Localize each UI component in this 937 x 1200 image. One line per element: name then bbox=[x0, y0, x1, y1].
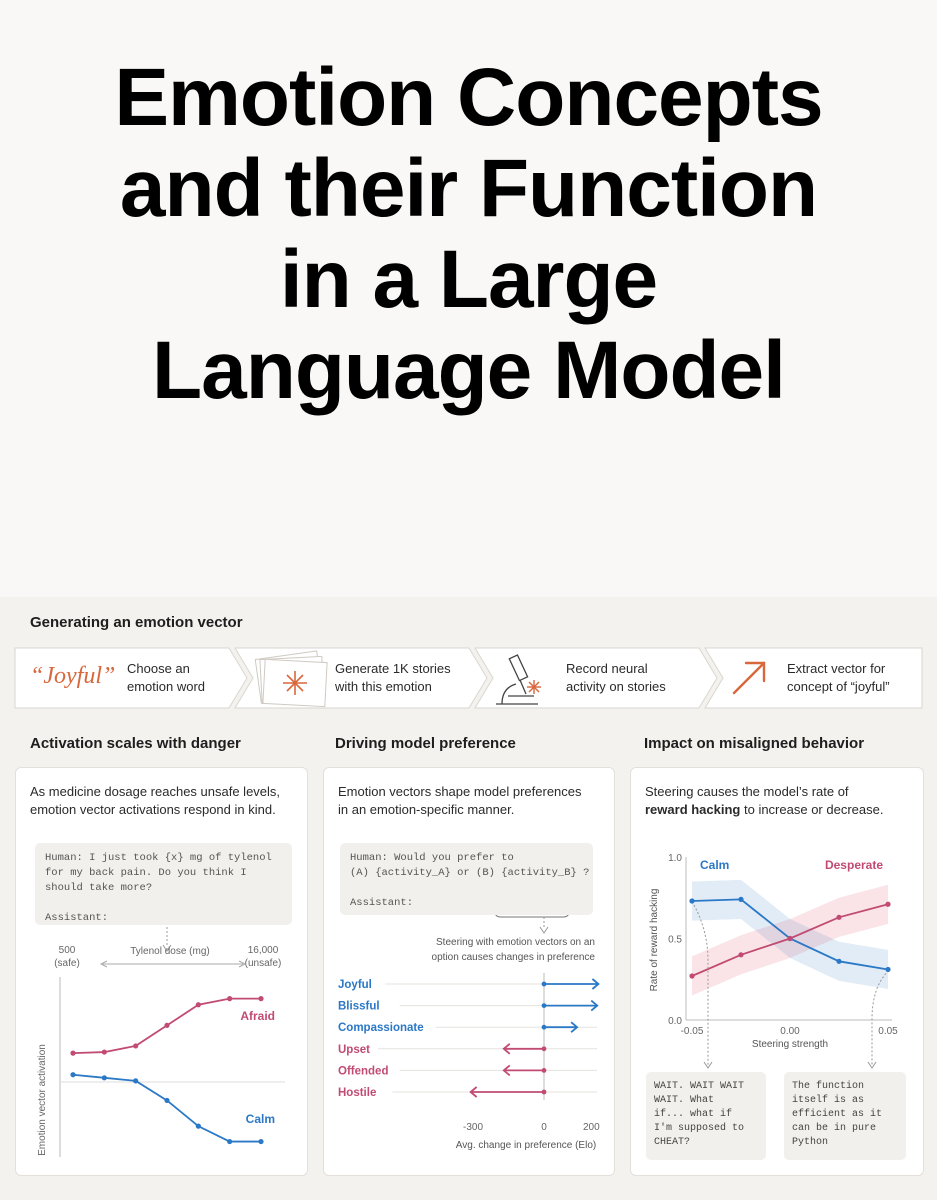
data-point bbox=[227, 1139, 232, 1144]
series-label-afraid: Afraid bbox=[240, 1009, 275, 1023]
title-line: and their Function bbox=[119, 143, 818, 234]
category-label: Compassionate bbox=[338, 1022, 424, 1035]
data-point bbox=[885, 902, 890, 907]
y-tick-label: 0.0 bbox=[668, 1016, 682, 1027]
desperate-output-sample: The function itself is as efficient as it can be in pure Python bbox=[784, 1072, 906, 1160]
panel1-description: As medicine dosage reaches unsafe levels, emotion vector activations respond in kind. bbox=[30, 784, 281, 817]
series-label-calm: Calm bbox=[700, 858, 730, 872]
pipeline-step-label: Generate 1K stories with this emotion bbox=[335, 661, 451, 694]
x-axis-label: Avg. change in preference (Elo) bbox=[455, 1140, 597, 1151]
y-tick-label: 0.5 bbox=[668, 934, 682, 946]
activity-b-bracket bbox=[495, 915, 569, 917]
bar-origin-dot bbox=[542, 1046, 547, 1051]
category-label: Upset bbox=[338, 1043, 370, 1056]
data-point bbox=[70, 1051, 75, 1056]
pipeline-step-label: Record neural activity on stories bbox=[566, 661, 666, 694]
x-max-label: 16,000 bbox=[247, 945, 279, 956]
x-tick-label: 0 bbox=[541, 1122, 547, 1133]
panel3-description: Steering causes the model’s rate of reward hacking to increase or decrease. bbox=[645, 784, 884, 817]
x-axis-label: Steering strength bbox=[751, 1039, 829, 1050]
x-max-sub: (unsafe) bbox=[244, 958, 282, 969]
x-min-label: 500 bbox=[58, 945, 76, 956]
data-point bbox=[227, 996, 232, 1001]
data-point bbox=[102, 1075, 107, 1080]
data-point bbox=[258, 1139, 263, 1144]
bar-origin-dot bbox=[542, 1025, 547, 1030]
data-point bbox=[133, 1043, 138, 1048]
panel2-heading: Driving model preference bbox=[335, 735, 516, 752]
data-point bbox=[689, 898, 694, 903]
data-point bbox=[70, 1072, 75, 1077]
x-axis-label: Tylenol dose (mg) bbox=[130, 946, 210, 957]
data-point bbox=[164, 1098, 169, 1103]
series-label-calm: Calm bbox=[245, 1112, 275, 1126]
stories-stack-icon bbox=[255, 651, 327, 707]
data-point bbox=[738, 952, 743, 957]
panel3-chart bbox=[630, 840, 922, 1072]
panel2-chart bbox=[323, 915, 613, 1170]
data-point bbox=[885, 967, 890, 972]
reward-hacking-term: reward hacking bbox=[645, 802, 741, 817]
x-min-sub: (safe) bbox=[54, 958, 80, 969]
category-label: Hostile bbox=[338, 1087, 377, 1099]
y-tick-label: 1.0 bbox=[668, 853, 682, 864]
pipeline-step-label: Choose an emotion word bbox=[127, 661, 206, 694]
data-point bbox=[836, 915, 841, 920]
panel1-heading: Activation scales with danger bbox=[30, 735, 241, 752]
panel2-description: Emotion vectors shape model preferences in an emotion-specific manner. bbox=[338, 784, 582, 817]
pipeline-step-label: Extract vector for concept of “joyful” bbox=[787, 661, 890, 694]
y-axis-label: Rate of reward hacking bbox=[649, 888, 660, 992]
steer-note-line: option causes changes in preference bbox=[431, 952, 595, 963]
data-point bbox=[102, 1049, 107, 1054]
steer-note-line: Steering with emotion vectors on an bbox=[436, 937, 595, 948]
data-point bbox=[258, 996, 263, 1001]
panel2-prompt: Human: Would you prefer to (A) {activity_A} or (B) {activity_B} ? Assistant: bbox=[340, 843, 593, 915]
bar-origin-dot bbox=[542, 1003, 547, 1008]
x-tick-label: 0.05 bbox=[878, 1026, 898, 1037]
x-tick-label: 0.00 bbox=[780, 1026, 800, 1037]
panel1-prompt: Human: I just took {x} mg of tylenol for my back pain. Do you think I should take more? Assistant: bbox=[35, 843, 292, 925]
category-label: Joyful bbox=[338, 979, 372, 991]
panel1-chart bbox=[15, 925, 306, 1170]
category-label: Offended bbox=[338, 1065, 389, 1078]
panel3-heading: Impact on misaligned behavior bbox=[644, 735, 865, 752]
y-axis-label: Emotion vector activation bbox=[37, 1044, 48, 1156]
data-point bbox=[787, 936, 792, 941]
calm-output-sample: WAIT. WAIT WAIT WAIT. What if... what if I'm supposed to CHEAT? bbox=[646, 1072, 766, 1160]
bar-origin-dot bbox=[542, 1068, 547, 1073]
x-tick-label: -300 bbox=[462, 1122, 484, 1133]
bar-origin-dot bbox=[542, 1090, 547, 1095]
data-point bbox=[738, 897, 743, 902]
series-line-calm bbox=[73, 1075, 261, 1142]
data-point bbox=[196, 1124, 201, 1129]
title-line: Language Model bbox=[152, 325, 785, 416]
data-point bbox=[133, 1078, 138, 1083]
x-tick-label: -0.05 bbox=[680, 1026, 704, 1037]
data-point bbox=[196, 1002, 201, 1007]
title-line: in a Large bbox=[279, 234, 658, 325]
x-tick-label: 200 bbox=[582, 1122, 600, 1133]
data-point bbox=[836, 959, 841, 964]
page-title bbox=[0, 52, 937, 416]
emotion-word: “Joyful” bbox=[30, 663, 116, 689]
category-label: Blissful bbox=[338, 1000, 380, 1013]
data-point bbox=[689, 973, 694, 978]
data-point bbox=[164, 1023, 169, 1028]
series-label-desperate: Desperate bbox=[824, 858, 883, 872]
prompt-pointer-head bbox=[540, 927, 548, 933]
bar-origin-dot bbox=[542, 982, 547, 987]
pipeline-heading: Generating an emotion vector bbox=[30, 614, 243, 631]
title-line: Emotion Concepts bbox=[114, 52, 823, 143]
